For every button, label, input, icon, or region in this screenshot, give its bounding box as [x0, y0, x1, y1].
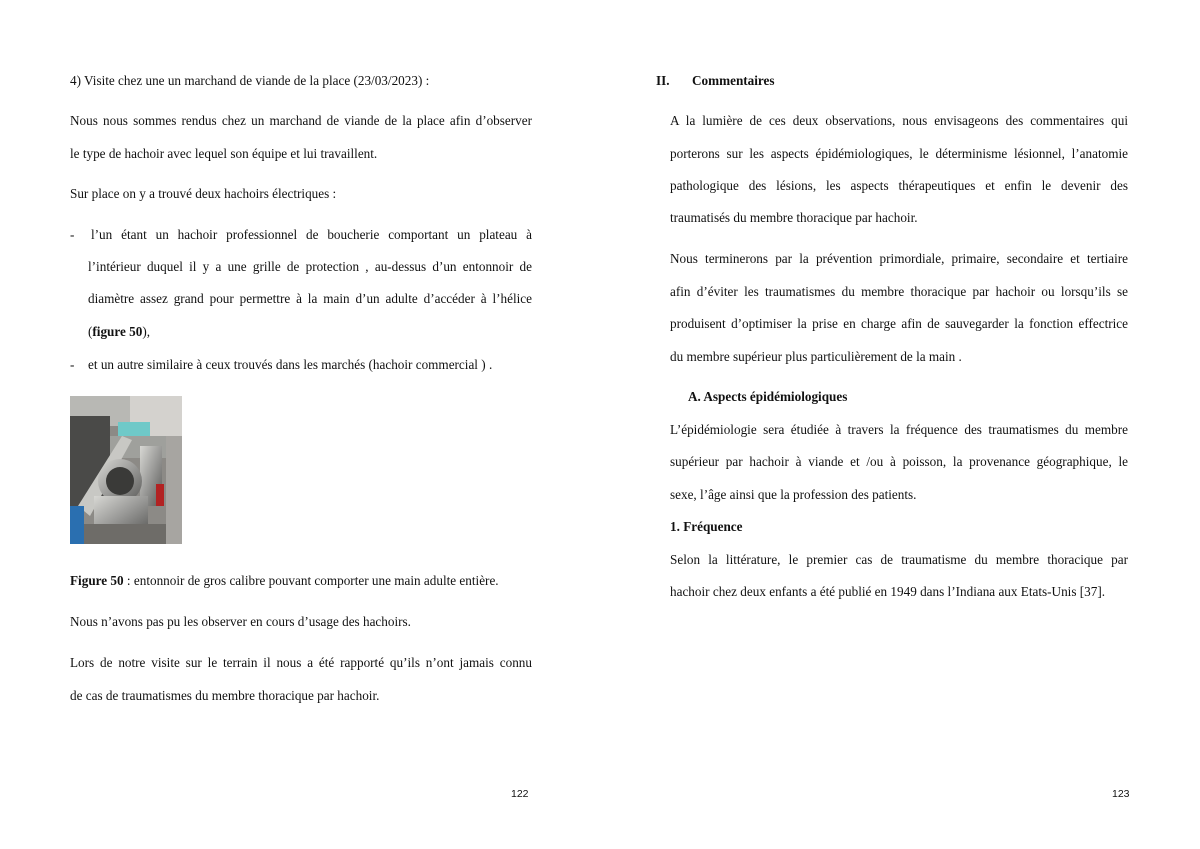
paragraph-line: Selon la littérature, le premier cas de traumatisme du membre thoracique par [670, 552, 1128, 567]
bullet-line-figref: (figure 50), [88, 324, 151, 339]
paragraph-line: traumatisés du membre thoracique par hachoir. [670, 210, 918, 225]
paragraph-line: supérieur par hachoir à viande et /ou à poisson, la provenance géographique, le [670, 454, 1128, 469]
page-number: 122 [511, 788, 529, 800]
meat-grinder-photo [70, 396, 182, 544]
paragraph-line: pathologique des lésions, les aspects thérapeutiques et enfin le devenir des [670, 178, 1128, 193]
figure-reference: figure 50 [92, 324, 143, 339]
paragraph-line: sexe, l’âge ainsi que la profession des patients. [670, 487, 917, 502]
paragraph-line: hachoir chez deux enfants a été publié en 1949 dans l’Indiana aux Etats-Unis [37]. [670, 584, 1106, 599]
right-page [656, 0, 1128, 849]
paragraph: Nous n’avons pas pu les observer en cours d’usage des hachoirs. [70, 614, 411, 629]
bullet-dash: - [70, 357, 75, 372]
paragraph-line: A la lumière de ces deux observations, nous envisageons des commentaires qui [670, 113, 1128, 128]
bullet-dash: - [70, 227, 75, 242]
bullet-line: diamètre assez grand pour permettre à la main d’un adulte d’accéder à l’hélice [88, 291, 532, 306]
paragraph-line: porterons sur les aspects épidémiologiques, le déterminisme lésionnel, l’anatomie [670, 146, 1128, 161]
subsection-heading-a: A. Aspects épidémiologiques [688, 389, 848, 404]
left-page [70, 0, 532, 849]
bullet-line: l’intérieur duquel il y a une grille de protection , au-dessus d’un entonnoir de [88, 259, 532, 274]
subsection-heading-1: 1. Fréquence [670, 519, 743, 534]
paragraph-line: afin d’éviter les traumatismes du membre thoracique par hachoir ou lorsqu’ils se [670, 284, 1128, 299]
bullet-line: l’un étant un hachoir professionnel de boucherie comportant un plateau à [91, 227, 532, 242]
section-heading [656, 73, 1128, 89]
paragraph-line: du membre supérieur plus particulièrement de la main . [670, 349, 962, 364]
paragraph-line: Nous nous sommes rendus chez un marchand de viande de la place afin d’observer [70, 113, 532, 128]
figure-label: Figure 50 [70, 573, 124, 588]
bullet-item-2 [70, 357, 532, 373]
paragraph-line: L’épidémiologie sera étudiée à travers la fréquence des traumatismes du membre [670, 422, 1128, 437]
visit-heading: 4) Visite chez une un marchand de viande de la place (23/03/2023) : [70, 73, 430, 88]
paragraph-line: de cas de traumatismes du membre thoracique par hachoir. [70, 688, 380, 703]
paragraph-line: Lors de notre visite sur le terrain il nous a été rapporté qu’ils n’ont jamais connu [70, 655, 532, 670]
page-number: 123 [1112, 788, 1130, 800]
paragraph-line: le type de hachoir avec lequel son équipe et lui travaillent. [70, 146, 378, 161]
figure-caption-text: : entonnoir de gros calibre pouvant comporter une main adulte entière. [123, 573, 499, 588]
section-number: II. [656, 73, 670, 88]
paragraph: Sur place on y a trouvé deux hachoirs électriques : [70, 186, 337, 201]
paragraph-line: Nous terminerons par la prévention primordiale, primaire, secondaire et tertiaire [670, 251, 1128, 266]
section-title: Commentaires [692, 73, 775, 88]
figure-caption [70, 573, 532, 589]
bullet-line: et un autre similaire à ceux trouvés dans les marchés (hachoir commercial ) . [88, 357, 493, 372]
paragraph-line: produisent d’optimiser la prise en charge afin de sauvegarder la fonction effectrice [670, 316, 1128, 331]
